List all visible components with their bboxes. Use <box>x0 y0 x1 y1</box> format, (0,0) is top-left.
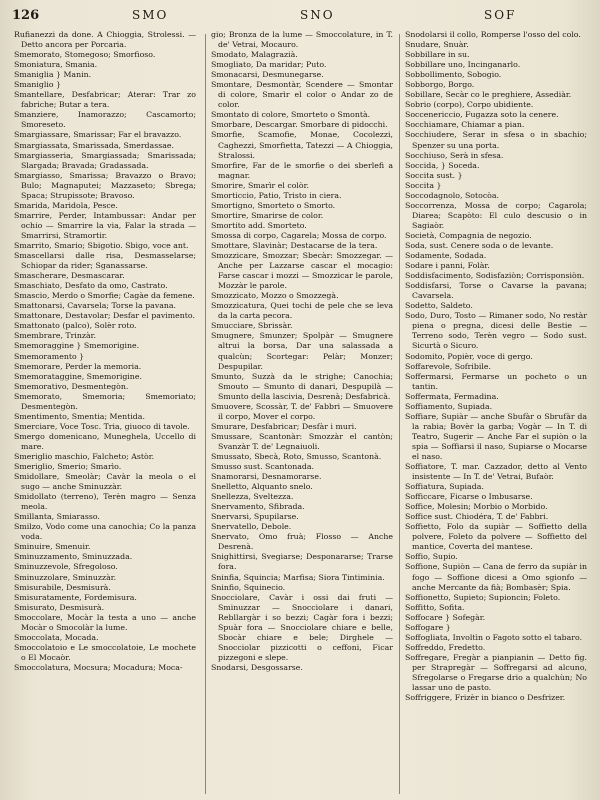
dictionary-entry: Smugnere, Smunzer; Spolpàr — Smugnere altrui la borsa, Dar una salassada a qualcùn; Scortegar: Pelàr; Monzer; Despupilar. <box>211 331 393 371</box>
text-columns <box>14 30 594 796</box>
dictionary-entry: Smozzicato, Mozzo o Smozzegà. <box>211 291 339 301</box>
dictionary-entry: Smentimento, Smentia; Mentida. <box>14 411 145 421</box>
dictionary-entry: Smattonarsi, Cavarsela; Torse la pavana. <box>14 301 177 311</box>
dictionary-entry: Smattonare, Destavolar; Desfar el pavimento. <box>14 311 195 321</box>
dictionary-entry: Smargiasso, Smarissa; Bravazzo o Bravo; Bulo; Magnaputei; Mazzaseto; Sbrega; Spaca; Strupissote; Bravoso. <box>14 170 196 200</box>
dictionary-entry: Smergo domenicano, Muneghela, Uccello di mare. <box>14 431 196 451</box>
dictionary-entry: Sobbillare in su. <box>405 50 470 60</box>
dictionary-entry: Smorfire, Far de le smorfie o dei sberlefi a magnar. <box>211 160 393 180</box>
dictionary-entry: Sobrio (corpo), Corpo ubidiente. <box>405 100 534 110</box>
dictionary-entry: gio; Bronza de la lume — Smoccolature, in T. de' Vetrai, Mocauro. <box>211 30 393 50</box>
dictionary-entry: Smemoraggine } Smemorigine. <box>14 341 140 351</box>
dictionary-entry: Smisurato, Desmisurà. <box>14 602 105 612</box>
dictionary-entry: Snervato, Omo fruà; Flosso — Anche Desrenà. <box>211 532 393 552</box>
dictionary-entry: Smuovere, Scossàr, T. de' Fabbri — Smuovere il corpo, Mover el corpo. <box>211 401 393 421</box>
dictionary-entry: Snellezza, Sveltezza. <box>211 492 294 502</box>
dictionary-entry: Smaschiato, Desfato da omo, Castrato. <box>14 281 168 291</box>
dictionary-entry: Socchiamare, Chiamar a pian. <box>405 120 525 130</box>
dictionary-entry: Soffitto, Sofita. <box>405 602 465 612</box>
dictionary-entry: Smascherare, Desmascarar. <box>14 271 125 281</box>
dictionary-entry: Soffiatura, Supiada. <box>405 482 484 492</box>
dictionary-entry: Smusso sust. Scantonada. <box>211 462 315 472</box>
column-divider <box>399 34 400 794</box>
dictionary-entry: Sodamente, Sodada. <box>405 251 487 261</box>
dictionary-entry: Smussare, Scantonàr: Smozzàr el cantòn; Svanzàr T. de' Legnaiuoli. <box>211 431 393 451</box>
dictionary-entry: Smarrito, Smario; Sbigotio. Sbigo, voce ant. <box>14 240 189 250</box>
column-middle <box>211 30 393 796</box>
dictionary-entry: Socchiudere, Serar in sfesa o in sbachio; Spenzer su una porta. <box>405 130 587 150</box>
dictionary-entry: Smidollare, Smeolàr; Cavàr la meola o el sugo — anche Sminuzzàr. <box>14 472 196 492</box>
dictionary-entry: Soffreddo, Fredetto. <box>405 642 486 652</box>
dictionary-entry: Soffice, Molesin; Morbio o Morbido. <box>405 502 548 512</box>
dictionary-entry: Snudare, Snuàr. <box>405 40 469 50</box>
dictionary-entry: Soffermata, Fermadina. <box>405 391 499 401</box>
dictionary-entry: Smantellare, Desfabricar; Aterar: Trar zo fabriche; Butar a tera. <box>14 90 196 110</box>
dictionary-entry: Smortire, Smarirse de color. <box>211 210 324 220</box>
dictionary-entry: Soffiatore, T. mar. Cazzador, detto al Vento insistente — In T. de' Vetrai, Bufaòr. <box>405 462 587 482</box>
dictionary-entry: Smargiasseria, Smargiassada; Smarissada; Slargada; Bravada; Gradassada. <box>14 150 196 170</box>
column-divider <box>205 34 206 794</box>
dictionary-entry: Soccita sust. } <box>405 170 463 180</box>
dictionary-entry: Snocciolare, Cavàr i ossi dai fruti — Sminuzzar — Snocciolare i danari, Rebllargàr i so bezzi; Cagàr fora i bezzi; Spuàr fora — Snocciolare chiare e belle, Sbocàr chiare e bele; Dirghele — Snocciolar pizzicotti o ceffoni, Ficar pizzegoni e slepe. <box>211 592 393 662</box>
dictionary-entry: Soddisfacimento, Sodisfaziòn; Corrisponsiòn. <box>405 271 585 281</box>
dictionary-entry: Smisuratamente, Fordemisura. <box>14 592 137 602</box>
dictionary-entry: Soccida, } Soceda. <box>405 160 480 170</box>
dictionary-entry: Smoccolata, Mocada. <box>14 632 99 642</box>
dictionary-entry: Smaniglio } <box>14 80 62 90</box>
dictionary-entry: Snamorarsi, Desnamorarse. <box>211 472 322 482</box>
dictionary-entry: Smargiassata, Smarissada, Smerdassae. <box>14 140 174 150</box>
dictionary-entry: Smossa di corpo, Cagarela; Mossa de corpo. <box>211 230 387 240</box>
dictionary-entry: Smanziere, Inamorazzo; Cascamorto; Smoreseto. <box>14 110 196 130</box>
dictionary-entry: Smurare, Desfabricar; Desfàr i muri. <box>211 421 357 431</box>
dictionary-entry: Smisurabile, Desmisurà. <box>14 582 111 592</box>
dictionary-entry: Smottare, Slavinàr; Destacarse de la tera. <box>211 240 378 250</box>
dictionary-entry: Sobbillare uno, Incinganarlo. <box>405 60 521 70</box>
dictionary-entry: Sninfio, Squinecio. <box>211 582 286 592</box>
dictionary-entry: Smeriglio maschio, Falcheto; Astòr. <box>14 451 155 461</box>
dictionary-entry: Smarrire, Perder, Intambussar: Andar per ochio — Smarrire la via, Falar la strada — Smarrirsi, Stramortir. <box>14 210 196 240</box>
dictionary-entry: Sninfia, Squincia; Marfisa; Siora Tintiminia. <box>211 572 385 582</box>
dictionary-entry: Snervamento, Sfibrada. <box>211 502 305 512</box>
dictionary-entry: Smargiassare, Smarissar; Far el bravazzo. <box>14 130 182 140</box>
dictionary-entry: Sodo, Duro, Tosto — Rimaner sodo, No restàr piena o pregna, dicesi delle Bestie — Terreno sodo, Terèn vegro — Sodo sust. Sicurtà o Sicuro. <box>405 311 587 351</box>
dictionary-entry: Smattonato (palco), Solèr roto. <box>14 321 137 331</box>
dictionary-entry: Smillanta, Smiarasso. <box>14 512 100 522</box>
dictionary-entry: Smarida, Maridola, Pesce. <box>14 200 118 210</box>
dictionary-entry: Soccodagnolo, Sotocòa. <box>405 190 500 200</box>
dictionary-entry: Smemoramento } <box>14 351 85 361</box>
dictionary-entry: Soccorrenza, Mossa de corpo; Cagarola; Diarea; Scapòto: El culo descusio o in Sagiaòr. <box>405 200 587 230</box>
dictionary-entry: Smozzicare, Smozzar; Sbecàr: Smozzegar. — Anche per Lazzarse cascar el mocagio: Farse cascar i mozzi — Smozzicar le parole, Mozzàr le parole. <box>211 251 393 291</box>
dictionary-entry: Smaniglia } Manin. <box>14 70 92 80</box>
dictionary-entry: Smemorato, Stomegoso; Smorfioso. <box>14 50 156 60</box>
column-left <box>14 30 196 796</box>
dictionary-entry: Snervatello, Debole. <box>211 522 292 532</box>
dictionary-entry: Soffregare, Fregàr a pianpianin — Detto fig. per Strapregàr — Soffregarsi ad alcuno, Sfregolarse o Fregarse drio a qualchùn; No lassar uno de pasto. <box>405 652 587 693</box>
dictionary-entry: Smonacarsi, Desmunegarse. <box>211 70 324 80</box>
dictionary-entry: Smorbare, Descargar. Smorbare di pidocchi. <box>211 120 388 130</box>
dictionary-entry: Sodetto, Saldeto. <box>405 301 473 311</box>
dictionary-entry: Sodomito, Popièr, voce di gergo. <box>405 351 533 361</box>
dictionary-entry: Snelletto, Alquanto snelo. <box>211 482 313 492</box>
dictionary-entry: Smorticcio, Patio, Tristo in ciera. <box>211 190 342 200</box>
dictionary-entry: Smodato, Malagrazià. <box>211 50 298 60</box>
dictionary-entry: Smozzicatura, Quei tochi de pele che se leva da la carta pecora. <box>211 301 393 321</box>
dictionary-entry: Smerciare, Voce Tosc. Tria, giuoco di tavole. <box>14 421 190 431</box>
dictionary-entry: Smortigno, Smorteto o Smorto. <box>211 200 336 210</box>
dictionary-entry: Snervarsi, Spupilarse. <box>211 512 299 522</box>
dictionary-entry: Sobillare, Secàr co le preghiere, Assediàr. <box>405 90 572 100</box>
page-number: 126 <box>12 8 40 23</box>
dictionary-entry: Smucciare, Sbrissàr. <box>211 321 293 331</box>
dictionary-entry: Soffocare } Sofegàr. <box>405 612 486 622</box>
dictionary-entry: Sminuzzevole, Sfregoloso. <box>14 562 118 572</box>
dictionary-entry: Soffogliata, Involtìn o Fagoto sotto el tabaro. <box>405 632 583 642</box>
dictionary-entry: Soffogare } <box>405 622 451 632</box>
dictionary-entry: Soffice sust. Chiodéra, T. de' Fabbri. <box>405 512 549 522</box>
dictionary-entry: Smeriglio, Smerio; Smarìo. <box>14 462 122 472</box>
dictionary-entry: Soffietto, Folo da supiàr — Soffietto della polvere, Foleto da polvere — Soffietto del mantice, Coverta del mantese. <box>405 522 587 552</box>
dictionary-entry: Smoccolatoio e Le smoccolatoie, Le mochete o El Mocaòr. <box>14 642 196 662</box>
page-header <box>12 8 590 30</box>
dictionary-entry: Smascellarsi dalle risa, Desmasselarse; Schiopar da rider; Sganassarse. <box>14 251 196 271</box>
dictionary-entry: Socchiuso, Serà in sfesa. <box>405 150 504 160</box>
dictionary-entry: Smemorativo, Desmentegòn. <box>14 381 129 391</box>
dictionary-entry: Snodarsi, Desgossarse. <box>211 662 303 672</box>
dictionary-entry: Sminuzzamento, Sminuzzada. <box>14 552 133 562</box>
dictionary-entry: Soccenericcio, Fugazza soto la cenere. <box>405 110 559 120</box>
dictionary-entry: Soffio, Supio. <box>405 552 458 562</box>
dictionary-entry: Sodare i panni, Folàr. <box>405 261 490 271</box>
dictionary-entry: Smontato di colore, Smorteto o Smontà. <box>211 110 371 120</box>
dictionary-entry: Sminuzzolare, Sminuzzàr. <box>14 572 117 582</box>
dictionary-entry: Soddisfarsi, Torse o Cavarse la pavana; Cavarsela. <box>405 281 587 301</box>
dictionary-entry: Smortito add. Smorteto. <box>211 220 307 230</box>
dictionary-entry: Smontare, Desmontàr, Scendere — Smontar di colore, Smarìr el color o Andar zo de color. <box>211 80 393 110</box>
dictionary-entry: Soffiare, Supiàr — anche Sbufàr o Sbrufàr da la rabia; Bovèr la garba; Vogàr — In T. di Teatro, Sugerir — Anche Far el supiòn o la spia — Soffiarsi il naso, Supiarse o Mocarse el naso. <box>405 411 587 461</box>
dictionary-entry: Sobborgo, Borgo. <box>405 80 475 90</box>
dictionary-entry: Smoccolare, Mocàr la testa a uno — anche Mocàr o Smocolàr la lume. <box>14 612 196 632</box>
dictionary-entry: Soffiamento, Supiada. <box>405 401 493 411</box>
dictionary-entry: Soffarevole, Sofribile. <box>405 361 491 371</box>
dictionary-entry: Smembrare, Trinzàr. <box>14 331 96 341</box>
dictionary-entry: Snodolarsi il collo, Romperse l'osso del colo. <box>405 30 581 39</box>
dictionary-entry: Smascio, Merdo o Smorfie; Cagàe da femene. <box>14 291 195 301</box>
dictionary-entry: Smemorato, Smemoria; Smemoriato; Desmentegòn. <box>14 391 196 411</box>
dictionary-entry: Smogliato, Da maridar; Puto. <box>211 60 327 70</box>
dictionary-entry: Smussato, Sbecà, Roto, Smusso, Scantonà. <box>211 451 382 461</box>
dictionary-entry: Soffionetto, Supieto; Supioncin; Foleto. <box>405 592 561 602</box>
column-right <box>405 30 587 796</box>
dictionary-entry: Società, Compagnia de negozio. <box>405 230 532 240</box>
dictionary-entry: Sminuire, Smenuir. <box>14 542 91 552</box>
dictionary-entry: Smoniatura, Smania. <box>14 60 98 70</box>
dictionary-entry: Soffione, Supiòn — Cana de ferro da supiàr in fogo — Soffione dicesi a Omo sgionfo — anche Mercante da fià; Bombasèr; Spia. <box>405 562 587 592</box>
dictionary-entry: Rufianezzi da done. A Chioggia, Strolessi. — Detto ancora per Porcaria. <box>14 30 196 50</box>
dictionary-entry: Smoccolatura, Mocsura; Mocadura; Moca- <box>14 662 183 672</box>
dictionary-entry: Soffriggere, Frizèr in bianco o Desfrizer. <box>405 693 566 703</box>
dictionary-entry: Sofficcare, Ficarse o Imbusarse. <box>405 492 533 502</box>
dictionary-entry: Soccita } <box>405 180 442 190</box>
dictionary-entry: Soffermarsi, Fermarse un pocheto o un tantin. <box>405 371 587 391</box>
dictionary-entry: Smemorataggine, Smemorigine. <box>14 371 142 381</box>
dictionary-entry: Smilzo, Vodo come una canochia; Co la panza voda. <box>14 522 196 542</box>
dictionary-entry: Smidollato (terreno), Terèn magro — Senza meola. <box>14 492 196 512</box>
dictionary-entry: Smunto, Suzzà da le strighe; Canochia; Smouto — Smunto di danari, Despupilà — Smunto della lascivia, Desrenà; Desfabricà. <box>211 371 393 401</box>
running-head-right: SOF <box>484 8 517 22</box>
dictionary-entry: Smemorare, Perder la memoria. <box>14 361 142 371</box>
dictionary-entry: Snighittirsi, Svegiarse; Desponararse; Trarse fora. <box>211 552 393 572</box>
running-head-left: SMO <box>132 8 169 22</box>
dictionary-entry: Sobbollimento, Sobogio. <box>405 70 502 80</box>
dictionary-entry: Smorire, Smarìr el colòr. <box>211 180 309 190</box>
running-head-center: SNO <box>300 8 335 22</box>
dictionary-entry: Soda, sust. Cenere soda o de levante. <box>405 240 554 250</box>
dictionary-entry: Smorfie, Scamofie, Monae, Cocolezzi, Caghezzi, Smorfietta, Tatezzi — A Chioggia, Stralossi. <box>211 130 393 160</box>
